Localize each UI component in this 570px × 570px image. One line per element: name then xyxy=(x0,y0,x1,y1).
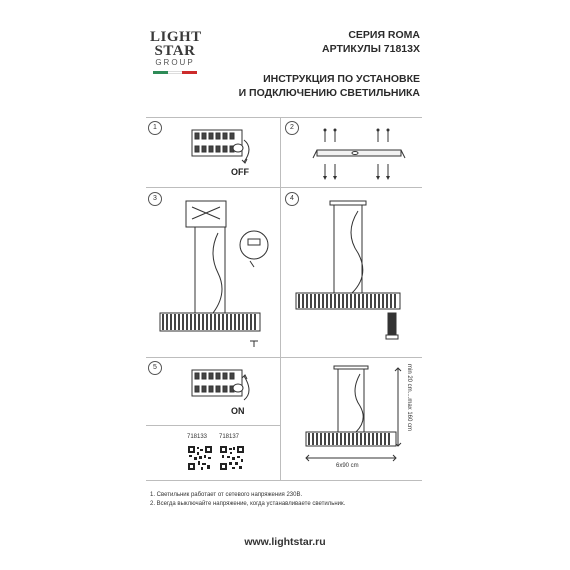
mounting-bracket-illustration xyxy=(305,128,415,183)
qr-code-icon xyxy=(220,446,244,470)
logo-line-3: GROUP xyxy=(155,58,195,67)
circuit-breaker-off-illustration xyxy=(182,122,262,182)
instruction-title-line1: ИНСТРУКЦИЯ ПО УСТАНОВКЕ xyxy=(263,73,420,85)
safety-notes xyxy=(150,491,345,509)
website-link[interactable]: www.lightstar.ru xyxy=(244,536,326,548)
step-number-4: 4 xyxy=(285,192,299,206)
panel-divider xyxy=(146,425,280,426)
on-label: ON xyxy=(231,406,245,416)
width-dimension-label: 6x90 cm xyxy=(336,463,359,469)
logo-line-2: STAR xyxy=(154,43,196,59)
instruction-title-line2: И ПОДКЛЮЧЕНИЮ СВЕТИЛЬНИКА xyxy=(238,87,420,99)
height-dimension-label: min 20 cm....max 160 cm xyxy=(406,364,412,432)
brand-logo xyxy=(150,30,200,74)
dimensions-illustration xyxy=(298,362,418,477)
panel-divider xyxy=(146,357,422,358)
italian-flag-icon xyxy=(153,71,197,74)
step-number-3: 3 xyxy=(148,192,162,206)
step-number-5: 5 xyxy=(148,361,162,375)
series-title: СЕРИЯ ROMA xyxy=(348,29,420,41)
circuit-breaker-on-illustration xyxy=(182,362,262,417)
articles-title: АРТИКУЛЫ 71813X xyxy=(322,43,420,55)
model-code-2: 718137 xyxy=(219,434,240,440)
step-number-2: 2 xyxy=(285,121,299,135)
step-number-1: 1 xyxy=(148,121,162,135)
panel-divider xyxy=(146,480,422,481)
off-label: OFF xyxy=(231,167,249,177)
height-adjustment-illustration xyxy=(290,193,420,353)
qr-code-icon xyxy=(188,446,212,470)
panel-divider xyxy=(146,187,422,188)
logo-line-1: LIGHT xyxy=(150,29,202,45)
panel-divider xyxy=(146,117,422,118)
panel-divider-vertical xyxy=(280,117,281,480)
note-line: 1. Светильник работает от сетевого напряжения 230В. xyxy=(150,492,303,498)
note-line: 2. Всегда выключайте напряжение, когда устанавливаете светильник. xyxy=(150,501,346,507)
model-code-1: 718133 xyxy=(187,434,208,440)
wiring-connection-illustration xyxy=(150,193,280,353)
